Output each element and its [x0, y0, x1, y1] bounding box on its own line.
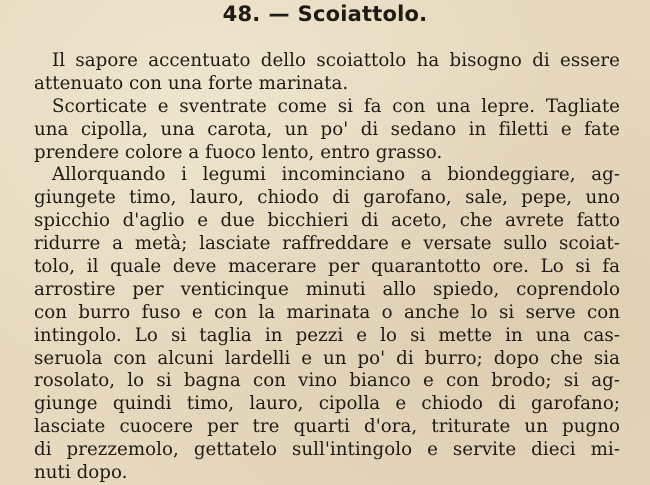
recipe-title: Scoiattolo. — [297, 2, 428, 26]
paragraph-2-line-3: prendere colore a fuoco lento, entro grasso. — [34, 141, 443, 163]
paragraph-3-line-5: tolo, il quale deve macerare per quarantotto ore. Lo si fa — [34, 256, 620, 278]
paragraph-1-line-1: Il sapore accentuato dello scoiattolo ha bisogno di essere — [52, 50, 620, 71]
paragraph-1-line-2: attenuato con una forte marinata. — [34, 72, 349, 94]
paragraph-3-line-10: rosolato, lo si bagna con vino bianco e con brodo; si ag- — [34, 370, 620, 392]
paragraph-3-line-4: ridurre a metà; lasciate raffreddare e versate sullo scoiat- — [34, 233, 620, 255]
paragraph-2-line-2: una cipolla, una carota, un po' di sedano in filetti e fate — [34, 118, 620, 140]
paragraph-3-line-6: arrostire per venticinque minuti allo spiedo, coprendolo — [34, 278, 620, 300]
paragraph-3-line-8: intingolo. Lo si taglia in pezzi e lo si mette in una cas- — [34, 324, 620, 346]
recipe-heading — [0, 2, 650, 26]
paragraph-3-line-9: seruola con alcuni lardelli e un po' di burro; dopo che sia — [34, 347, 620, 369]
recipe-number: 48. — [222, 2, 261, 26]
paragraph-3-line-14: nuti dopo. — [34, 462, 128, 484]
paragraph-2-line-1: Scorticate e sventrate come si fa con una lepre. Tagliate — [52, 95, 620, 117]
heading-dash: — — [268, 2, 290, 26]
paragraph-3-line-11: giunge quindi timo, lauro, cipolla e chiodo di garofano; — [34, 393, 620, 415]
paragraph-3-line-13: di prezzemolo, gettatelo sull'intingolo e servite dieci mi- — [34, 439, 620, 461]
recipe-body — [34, 50, 620, 485]
paragraph-3-line-7: con burro fuso e con la marinata o anche lo si serve con — [34, 301, 620, 323]
paragraph-3-line-1: Allorquando i legumi incominciano a biondeggiare, ag- — [52, 164, 620, 186]
paragraph-3-line-3: spicchio d'aglio e due bicchieri di aceto, che avrete fatto — [34, 210, 620, 232]
paragraph-3-line-2: giungete timo, lauro, chiodo di garofano, sale, pepe, uno — [34, 187, 620, 209]
paragraph-3-line-12: lasciate cuocere per tre quarti d'ora, triturate un pugno — [34, 416, 620, 438]
